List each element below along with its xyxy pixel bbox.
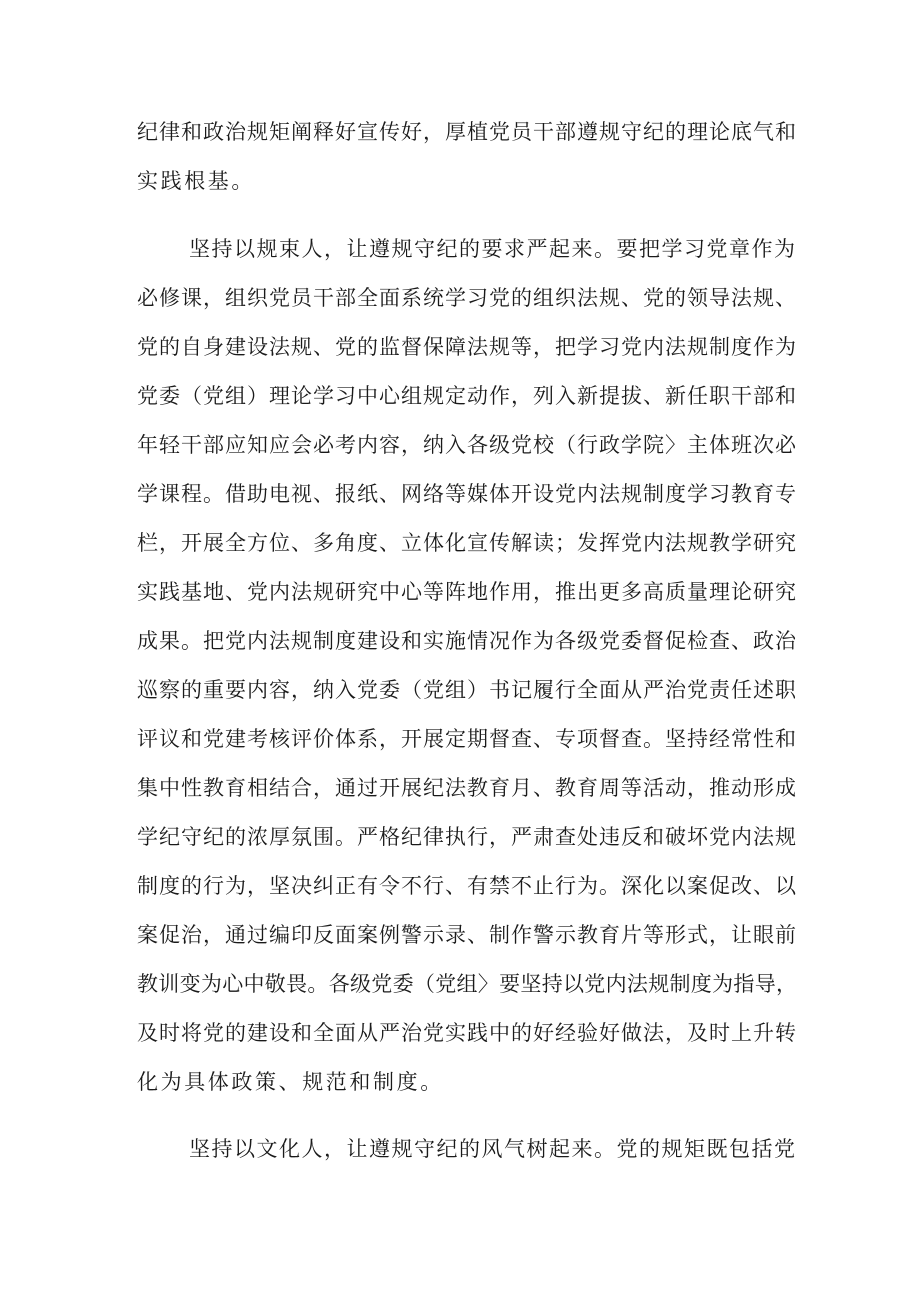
text-line: 党委（党组）理论学习中心组规定动作，列入新提拔、新任职干部和 [137,384,797,408]
text-line: 实践基地、党内法规研究中心等阵地作用，推出更多高质量理论研究 [137,580,797,604]
text-line: 必修课，组织党员干部全面系统学习党的组织法规、党的领导法规、 [137,286,797,310]
text-line: 坚持以文化人，让遵规守纪的风气树起来。党的规矩既包括党 [189,1137,797,1161]
text-line: 集中性教育相结合，通过开展纪法教育月、教育周等活动，推动形成 [137,776,797,800]
text-line: 化为具体政策、规范和制度。 [137,1070,444,1094]
text-line: 学纪守纪的浓厚氛围。严格纪律执行，严肃查处违反和破坏党内法规 [137,825,797,849]
text-line: 坚持以规束人，让遵规守纪的要求严起来。要把学习党章作为 [189,237,797,261]
text-line: 实践根基。 [137,169,255,193]
text-line: 栏，开展全方位、多角度、立体化宣传解读；发挥党内法规教学研究 [137,531,797,555]
text-line: 学课程。借助电视、报纸、网络等媒体开设党内法规制度学习教育专 [137,482,797,506]
text-line: 巡察的重要内容，纳入党委（党组）书记履行全面从严治党责任述职 [137,678,797,702]
text-line: 评议和党建考核评价体系，开展定期督查、专项督查。坚持经常性和 [137,727,797,751]
text-line: 年轻干部应知应会必考内容，纳入各级党校（行政学院〉主体班次必 [137,433,797,457]
text-line: 纪律和政治规矩阐释好宣传好，厚植党员干部遵规守纪的理论底气和 [137,120,797,144]
text-line: 及时将党的建设和全面从严治党实践中的好经验好做法，及时上升转 [137,1021,797,1045]
text-line: 案促治，通过编印反面案例警示录、制作警示教育片等形式，让眼前 [137,923,797,947]
text-line: 成果。把党内法规制度建设和实施情况作为各级党委督促检查、政治 [137,629,797,653]
text-line: 党的自身建设法规、党的监督保障法规等，把学习党内法规制度作为 [137,335,797,359]
text-line: 制度的行为，坚决纠正有令不行、有禁不止行为。深化以案促改、以 [137,874,797,898]
text-line: 教训变为心中敬畏。各级党委（党组〉要坚持以党内法规制度为指导， [137,972,798,996]
